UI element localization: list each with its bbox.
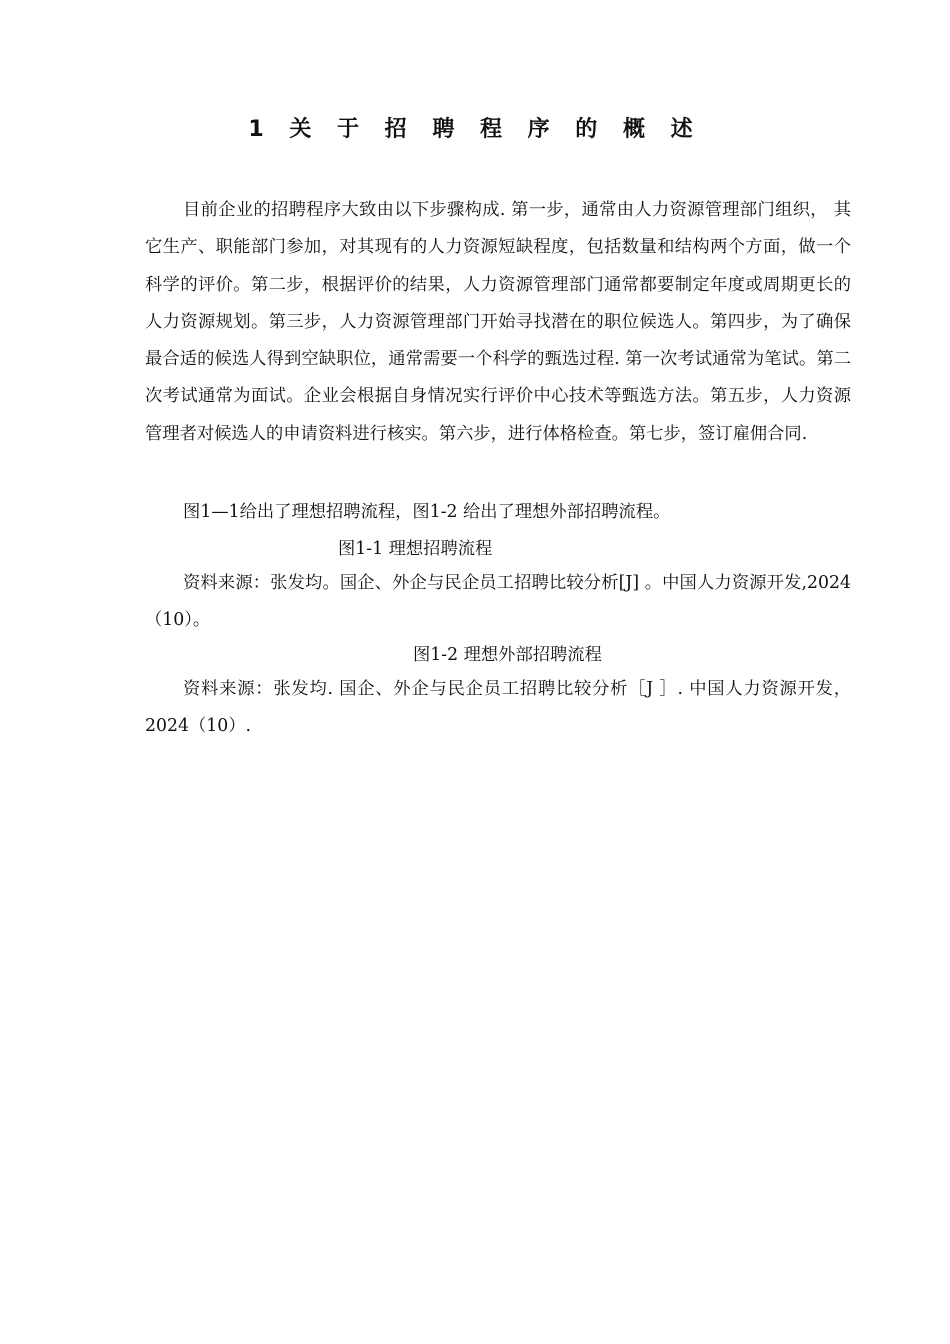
paragraph-figure-intro: 图1—1给出了理想招聘流程，图1-2 给出了理想外部招聘流程。	[183, 502, 671, 522]
figure-caption-1-2: 图1-2 理想外部招聘流程	[413, 645, 602, 665]
section-title: 1 关 于 招 聘 程 序 的 概 述	[248, 117, 702, 142]
source-note-1: 资料来源：张发均。国企、外企与民企员工招聘比较分析[J] 。中国人力资源开发,2024 （10）。	[145, 573, 851, 631]
figure-caption-1-1: 图1-1 理想招聘流程	[338, 539, 493, 559]
source-note-2: 资料来源：张发均. 国企、外企与民企员工招聘比较分析［J ］. 中国人力资源开发，2024（10）.	[145, 679, 851, 737]
paragraph-recruitment-steps: 目前企业的招聘程序大致由以下步骤构成. 第一步，通常由人力资源管理部门组织， 其它生产、职能部门参加，对其现有的人力资源短缺程度，包括数量和结构两个方面，做一个科学的评价。第二步，根据评价的结果，人力资源管理部门通常都要制定年度或周期更长的人力资源规划。第三步，人力资源管理部门开始寻找潜在的职位候选人。第四步，为了确保最合适的候选人得到空缺职位，通常需要一个科学的甄选过程. 第一次考试通常为笔试。第二次考试通常为面试。企业会根据自身情况实行评价中心技术等甄选方法。第五步，人力资源管理者对候选人的申请资料进行核实。第六步，进行体格检查。第七步，签订雇佣合同.	[145, 200, 851, 444]
